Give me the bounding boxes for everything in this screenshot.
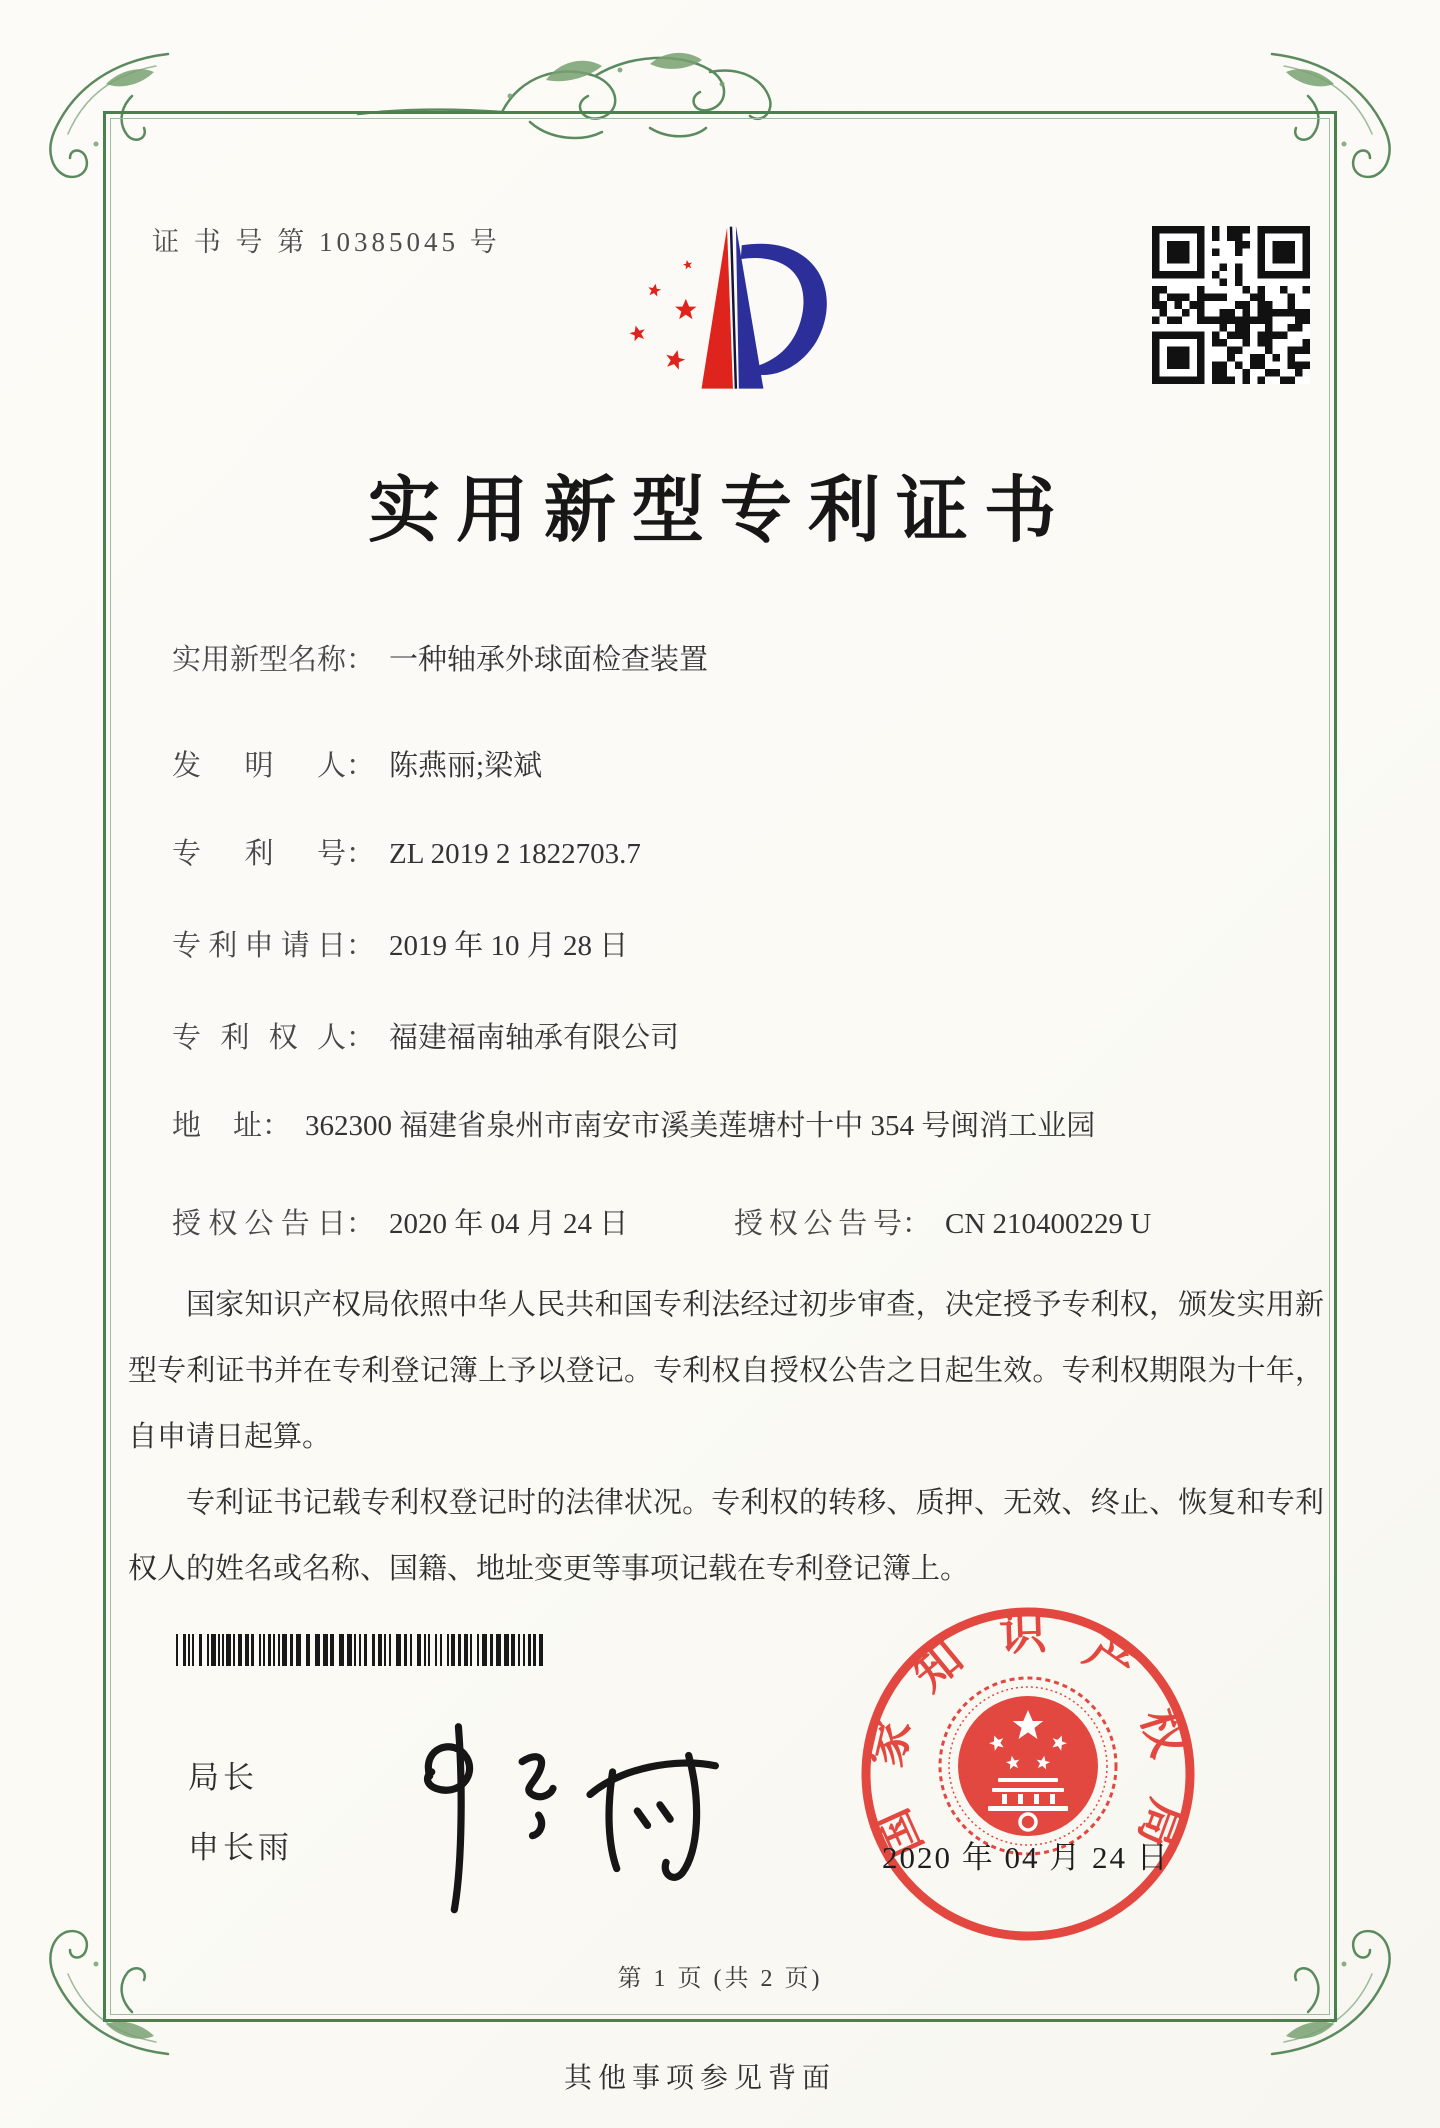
- director-signature: [368, 1706, 738, 1916]
- back-side-note: 其他事项参见背面: [563, 2063, 836, 2094]
- field-label: 实用新型名称: [172, 644, 347, 676]
- field-row-utility-model-name: 实用新型名称 ： 一种轴承外球面检查装置: [172, 636, 1322, 684]
- field-value: 362300 福建省泉州市南安市溪美莲塘村十中 354 号闽消工业园: [305, 1110, 1096, 1142]
- grant-number-label: 授权公告号: [734, 1208, 902, 1240]
- certificate-number: 证 书 号 第 10385045 号: [152, 227, 501, 257]
- qr-code: [1152, 226, 1310, 384]
- seal-arc-text: 国家知识产权局: [860, 1607, 1195, 1866]
- field-row-inventor: 发明人 ： 陈燕丽;梁斌: [172, 742, 1322, 790]
- legal-body-text: [128, 1272, 1324, 1602]
- grant-date-value: 2020 年 04 月 24 日: [389, 1208, 629, 1240]
- director-name: 申长雨: [188, 1830, 293, 1865]
- field-value: 2019 年 10 月 28 日: [389, 930, 629, 962]
- field-label: 地址: [172, 1110, 262, 1142]
- field-value: 一种轴承外球面检查装置: [389, 644, 709, 676]
- field-label: 发明人: [172, 750, 346, 782]
- cnipa-logo-icon: [592, 208, 868, 424]
- legal-paragraph: 专利证书记载专利权登记时的法律状况。专利权的转移、质押、无效、终止、恢复和专利权人的姓名或名称、国籍、地址变更等事项记载在专利登记簿上。: [128, 1487, 1324, 1585]
- field-label: 专利权人: [172, 1022, 346, 1054]
- field-label: 专利申请日: [172, 930, 346, 962]
- field-row-grant: 授权公告日 ： 2020 年 04 月 24 日 授权公告号 ： CN 210400229 U: [172, 1200, 1322, 1248]
- director-title-label: 局长: [188, 1760, 258, 1795]
- legal-paragraph: 国家知识产权局依照中华人民共和国专利法经过初步审查，决定授予专利权，颁发实用新型专利证书并在专利登记簿上予以登记。专利权自授权公告之日起生效。专利权期限为十年，自申请日起算。: [128, 1289, 1324, 1453]
- national-emblem-icon: [940, 1678, 1116, 1854]
- field-row-filing-date: 专利申请日 ： 2019 年 10 月 28 日: [172, 922, 1322, 970]
- field-value: 福建福南轴承有限公司: [389, 1022, 680, 1054]
- field-label: 专利号: [172, 838, 346, 870]
- field-value: 陈燕丽;梁斌: [389, 750, 543, 782]
- field-row-patent-number: 专利号 ： ZL 2019 2 1822703.7: [172, 830, 1322, 878]
- field-row-address: 地址 ： 362300 福建省泉州市南安市溪美莲塘村十中 354 号闽消工业园: [172, 1102, 1322, 1150]
- seal-date: 2020 年 04 月 24 日: [882, 1840, 1170, 1875]
- page-number: 第 1 页 (共 2 页): [617, 1966, 823, 1992]
- grant-number-value: CN 210400229 U: [945, 1208, 1152, 1240]
- grant-date-label: 授权公告日: [172, 1208, 346, 1240]
- certificate-title: 实用新型专利证书: [367, 471, 1072, 551]
- cnipa-seal: [852, 1598, 1204, 1970]
- field-row-patentee: 专利权人 ： 福建福南轴承有限公司: [172, 1014, 1322, 1062]
- barcode: [176, 1634, 548, 1666]
- field-value: ZL 2019 2 1822703.7: [389, 838, 641, 870]
